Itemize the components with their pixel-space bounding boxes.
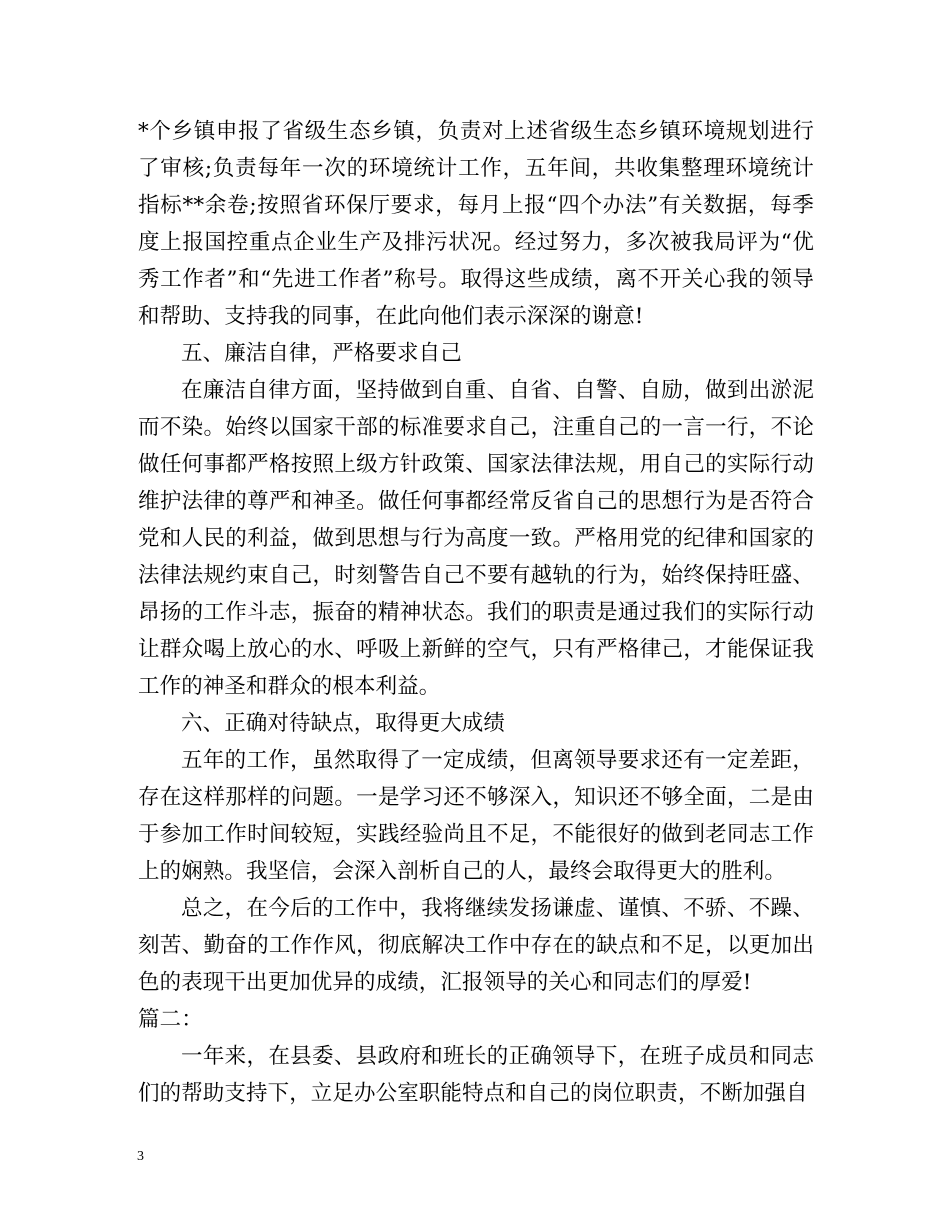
page-number: 3 xyxy=(137,1149,144,1164)
section-heading-6: 六、正确对待缺点，取得更大成绩 xyxy=(181,711,506,736)
chapter-heading: 篇二： xyxy=(138,1007,203,1032)
paragraph-1: *个乡镇申报了省级生态乡镇，负责对上述省级生态乡镇环境规划进行了审核;负责每年一次的环境统计工作，五年间，共收集整理环境统计指标**余卷;按照省环保厅要求，每月上报“四个办法”有关数据，每季度上报国控重点企业生产及排污状况。经过努力，多次被我局评为“优秀工作者”和“先进工作者”称号。取得这些成绩，离不开关心我的领导和帮助、支持我的同事，在此向他们表示深深的谢意! xyxy=(138,119,814,329)
paragraph-3: 五年的工作，虽然取得了一定成绩，但离领导要求还有一定差距，存在这样那样的问题。一是学习还不够深入，知识还不够全面，二是由于参加工作时间较短，实践经验尚且不足，不能很好的做到老同志工作上的娴熟。我坚信，会深入剖析自己的人，最终会取得更大的胜利。 xyxy=(138,748,814,884)
paragraph-5: 一年来，在县委、县政府和班长的正确领导下，在班子成员和同志们的帮助支持下，立足办公室职能特点和自己的岗位职责，不断加强自 xyxy=(138,1044,814,1106)
document-body xyxy=(138,113,814,1112)
paragraph-4: 总之，在今后的工作中，我将继续发扬谦虚、谨慎、不骄、不躁、刻苦、勤奋的工作作风，彻底解决工作中存在的缺点和不足，以更加出色的表现干出更加优异的成绩，汇报领导的关心和同志们的厚爱! xyxy=(138,896,814,995)
paragraph-2: 在廉洁自律方面，坚持做到自重、自省、自警、自励，做到出淤泥而不染。始终以国家干部的标准要求自己，注重自己的一言一行，不论做任何事都严格按照上级方针政策、国家法律法规，用自己的实际行动维护法律的尊严和神圣。做任何事都经常反省自己的思想行为是否符合党和人民的利益，做到思想与行为高度一致。严格用党的纪律和国家的法律法规约束自己，时刻警告自己不要有越轨的行为，始终保持旺盛、昂扬的工作斗志，振奋的精神状态。我们的职责是通过我们的实际行动让群众喝上放心的水、呼吸上新鲜的空气，只有严格律己，才能保证我工作的神圣和群众的根本利益。 xyxy=(138,378,814,699)
section-heading-5: 五、廉洁自律，严格要求自己 xyxy=(181,341,462,366)
